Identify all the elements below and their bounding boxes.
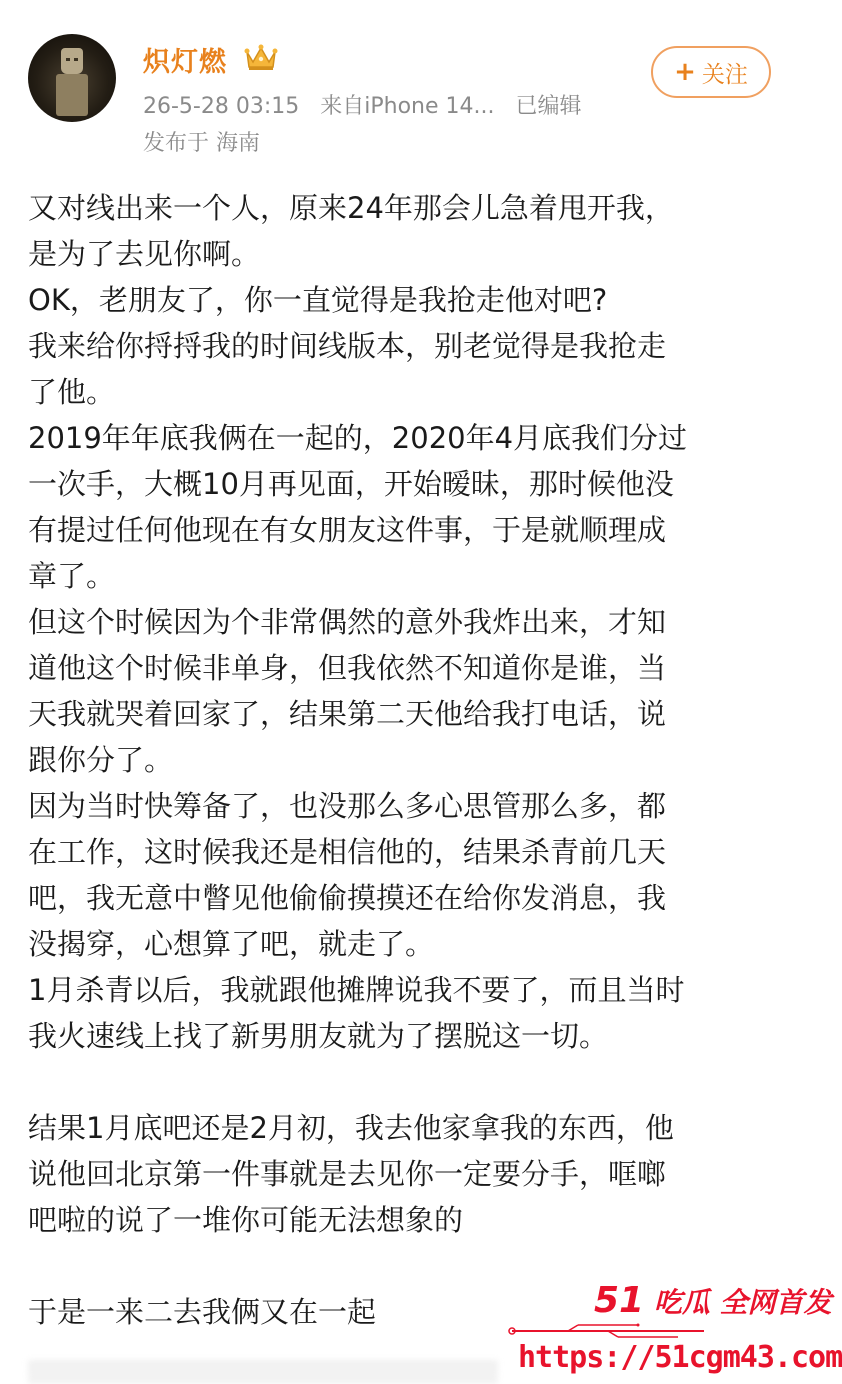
- watermark-circuit-lines: [508, 1324, 708, 1338]
- avatar-figure-head: [61, 48, 83, 74]
- post-text-line: 章了。: [28, 559, 116, 593]
- plus-icon: +: [674, 57, 696, 87]
- watermark-url: https://51cgm43.com: [518, 1340, 842, 1375]
- watermark-brand-number: 51: [594, 1280, 645, 1321]
- username[interactable]: 炽灯燃: [143, 47, 227, 78]
- post-text-line: 1月杀青以后，我就跟他摊牌说我不要了，而且当时: [28, 973, 685, 1007]
- avatar-figure-eye: [74, 58, 78, 61]
- post-header: [0, 0, 800, 160]
- watermark-brand-text: 吃瓜 全网首发: [653, 1286, 832, 1319]
- post-body: [28, 185, 780, 1335]
- post-text-line: 但这个时候因为个非常偶然的意外我炸出来，才知: [28, 605, 667, 639]
- avatar-figure-eye: [66, 58, 70, 61]
- post-text-line: 道他这个时候非单身，但我依然不知道你是谁，当: [28, 651, 667, 685]
- post-text-line: OK，老朋友了，你一直觉得是我抢走他对吧?: [28, 283, 608, 317]
- blurred-text-line: [28, 1360, 498, 1384]
- crown-icon: [244, 42, 278, 72]
- watermark: [500, 1278, 842, 1384]
- post-text-line: 是为了去见你啊。: [28, 237, 261, 271]
- post-text-line: 吧啦的说了一堆你可能无法想象的: [28, 1203, 464, 1237]
- post-text-line: 结果1月底吧还是2月初，我去他家拿我的东西，他: [28, 1111, 674, 1145]
- post-text-line: 没揭穿，心想算了吧，就走了。: [28, 927, 435, 961]
- avatar-figure-body: [56, 74, 88, 116]
- follow-button[interactable]: [651, 46, 771, 98]
- post-text-line: 有提过任何他现在有女朋友这件事，于是就顺理成: [28, 513, 667, 547]
- post-text-line: 在工作，这时候我还是相信他的，结果杀青前几天: [28, 835, 667, 869]
- post-text-line: 因为当时快筹备了，也没那么多心思管那么多，都: [28, 789, 667, 823]
- post-text-line: 于是一来二去我俩又在一起: [28, 1295, 377, 1329]
- post-meta: [143, 89, 596, 120]
- follow-label: 关注: [701, 61, 748, 88]
- post-text-line: 吧，我无意中瞥见他偷偷摸摸还在给你发消息，我: [28, 881, 667, 915]
- post-text-line: 了他。: [28, 375, 116, 409]
- post-text-line: 说他回北京第一件事就是去见你一定要分手，哐啷: [28, 1157, 667, 1191]
- watermark-brand: [594, 1280, 832, 1321]
- post-text-line: 2019年年底我俩在一起的，2020年4月底我们分过: [28, 421, 688, 455]
- post-edited-label[interactable]: 已编辑: [515, 94, 582, 119]
- paragraph-gap: [28, 1059, 780, 1105]
- post-text-line: 我来给你捋捋我的时间线版本，别老觉得是我抢走: [28, 329, 667, 363]
- post-text-line: 我火速线上找了新男朋友就为了摆脱这一切。: [28, 1019, 609, 1053]
- post-text-line: 一次手，大概10月再见面，开始暧昧，那时候他没: [28, 467, 674, 501]
- post-text-line: 又对线出来一个人，原来24年那会儿急着甩开我，: [28, 191, 674, 225]
- post-timestamp: 26-5-28 03:15: [143, 94, 300, 119]
- post-source: 来自iPhone 14...: [320, 94, 495, 119]
- post-text-line: 跟你分了。: [28, 743, 174, 777]
- post-location: 发布于 海南: [143, 131, 260, 156]
- post-text-line: 天我就哭着回家了，结果第二天他给我打电话，说: [28, 697, 667, 731]
- avatar[interactable]: [28, 34, 116, 122]
